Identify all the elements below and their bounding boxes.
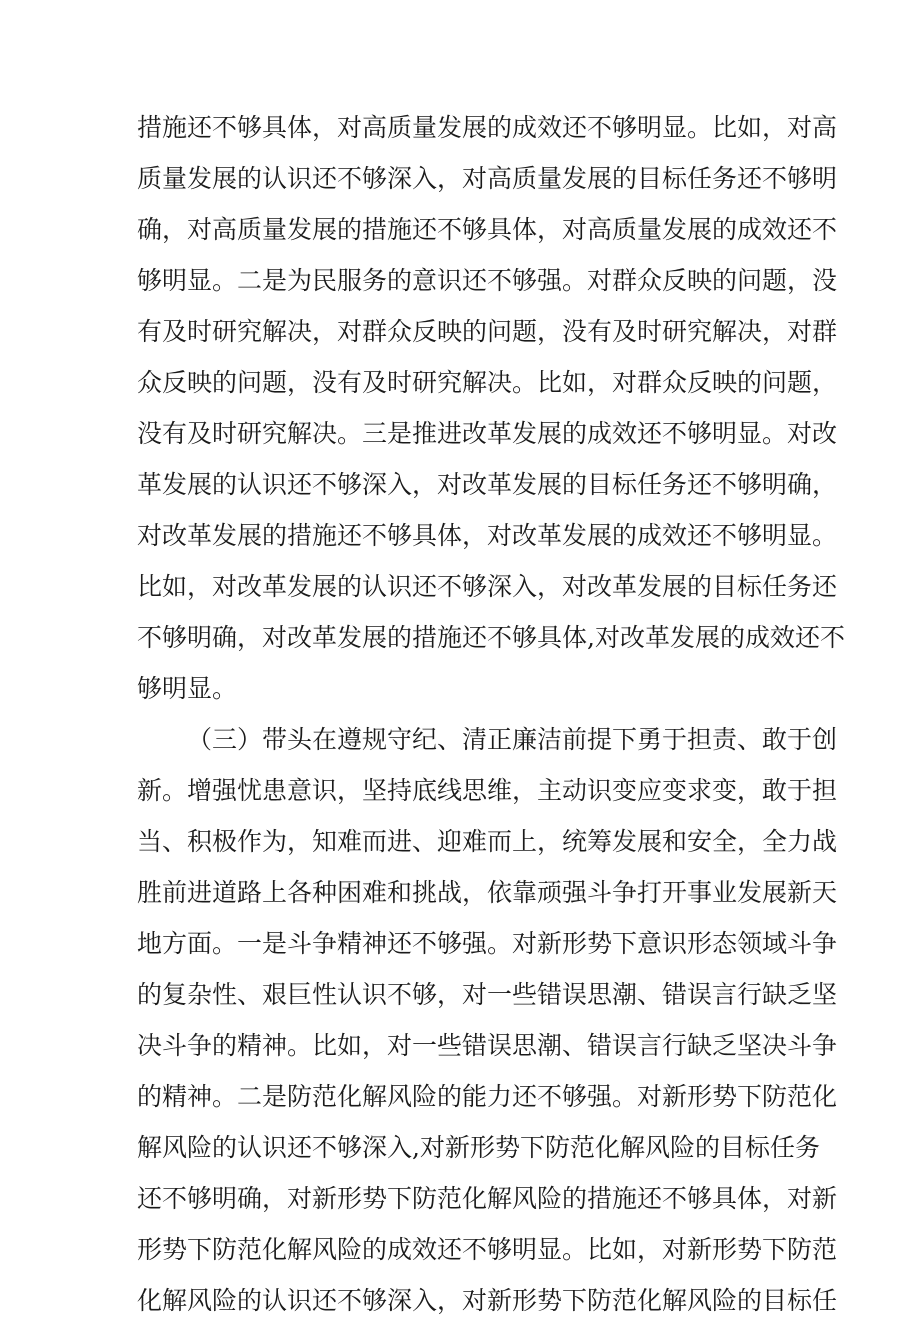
text-line: 够明显。二是为民服务的意识还不够强。对群众反映的问题，没 <box>137 266 838 295</box>
text-line: （三）带头在遵规守纪、清正廉洁前提下勇于担责、敢于创 <box>187 725 838 754</box>
text-line: 决斗争的精神。比如，对一些错误思潮、错误言行缺乏坚决斗争 <box>137 1031 838 1060</box>
text-line: 措施还不够具体，对高质量发展的成效还不够明显。比如，对高 <box>137 113 838 142</box>
text-line: 新。增强忧患意识，坚持底线思维，主动识变应变求变，敢于担 <box>137 776 838 805</box>
text-line: 化解风险的认识还不够深入，对新形势下防范化解风险的目标任 <box>137 1286 838 1315</box>
text-line: 对改革发展的措施还不够具体，对改革发展的成效还不够明显。 <box>137 521 838 550</box>
text-line: 的复杂性、艰巨性认识不够，对一些错误思潮、错误言行缺乏坚 <box>137 980 838 1009</box>
text-line: 革发展的认识还不够深入，对改革发展的目标任务还不够明确， <box>137 470 838 499</box>
text-line: 确，对高质量发展的措施还不够具体，对高质量发展的成效还不 <box>137 215 838 244</box>
text-line: 比如，对改革发展的认识还不够深入，对改革发展的目标任务还 <box>137 572 838 601</box>
text-line: 有及时研究解决，对群众反映的问题，没有及时研究解决，对群 <box>137 317 838 346</box>
text-line: 的精神。二是防范化解风险的能力还不够强。对新形势下防范化 <box>137 1082 838 1111</box>
text-line: 众反映的问题，没有及时研究解决。比如，对群众反映的问题， <box>137 368 838 397</box>
body-text <box>137 102 845 1326</box>
text-line: 不够明确，对改革发展的措施还不够具体,对改革发展的成效还不 <box>137 623 845 652</box>
text-line: 质量发展的认识还不够深入，对高质量发展的目标任务还不够明 <box>137 164 838 193</box>
text-line: 当、积极作为，知难而进、迎难而上，统筹发展和安全，全力战 <box>137 827 838 856</box>
text-line: 形势下防范化解风险的成效还不够明显。比如，对新形势下防范 <box>137 1235 838 1264</box>
text-line: 解风险的认识还不够深入,对新形势下防范化解风险的目标任务 <box>137 1133 820 1162</box>
text-line: 够明显。 <box>137 674 238 703</box>
text-line: 胜前进道路上各种困难和挑战，依靠顽强斗争打开事业发展新天 <box>137 878 838 907</box>
text-line: 地方面。一是斗争精神还不够强。对新形势下意识形态领域斗争 <box>137 929 838 958</box>
text-line: 没有及时研究解决。三是推进改革发展的成效还不够明显。对改 <box>137 419 838 448</box>
text-line: 还不够明确，对新形势下防范化解风险的措施还不够具体，对新 <box>137 1184 838 1213</box>
